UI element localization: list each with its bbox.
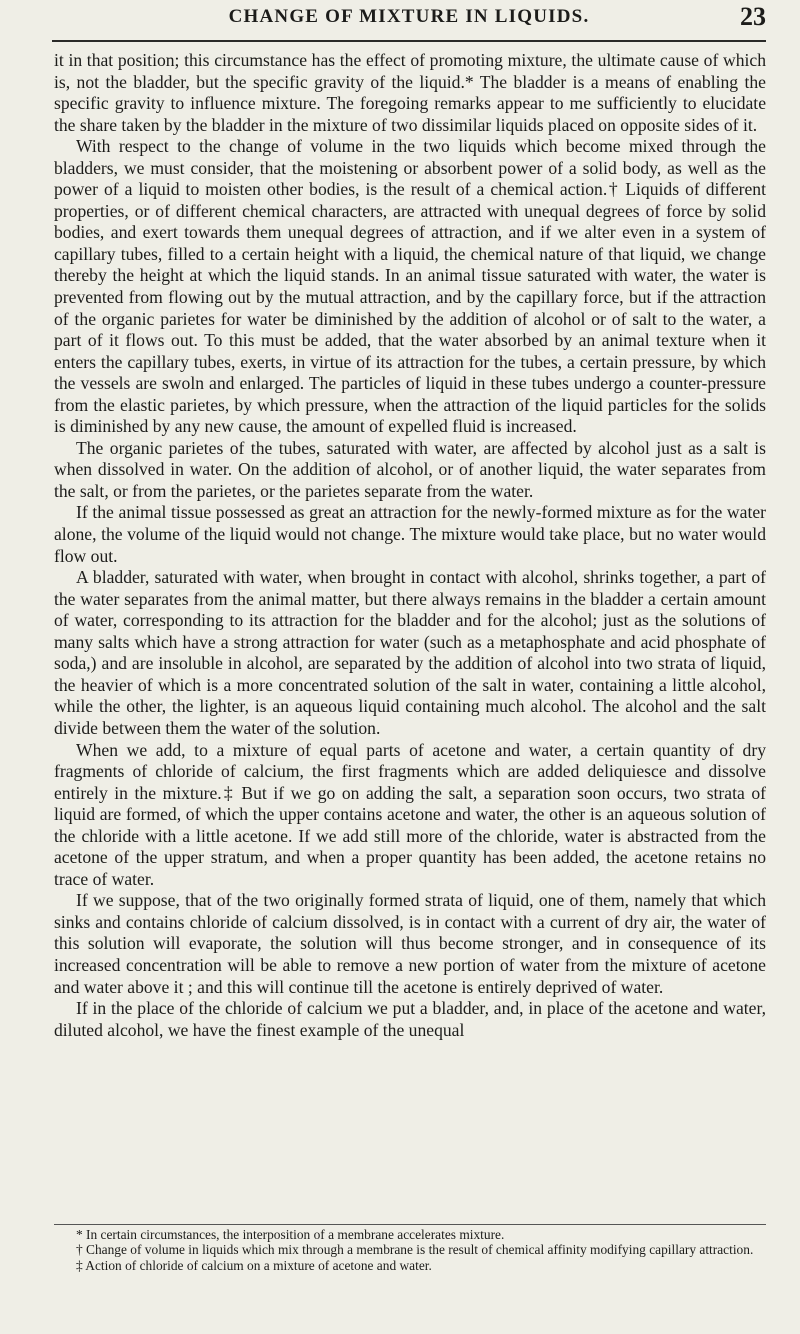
body-text [54,50,766,1041]
footnote: * In certain circumstances, the interposition of a membrane accelerates mixture. [76,1227,505,1242]
paragraph: If in the place of the chloride of calcium we put a bladder, and, in place of the acetone and water, diluted alcohol, we have the finest example of the unequal [54,998,766,1040]
paragraph: If we suppose, that of the two originally formed strata of liquid, one of them, namely that which sinks and contains chloride of calcium dissolved, is in contact with a current of dry air, the water of this solution will evaporate, the solution will thus become stronger, and in consequence of its increased concentration will be able to remove a new portion of water from the mixture of acetone and water above it ; and this will continue till the acetone is entirely deprived of water. [54,890,766,997]
paragraph: The organic parietes of the tubes, saturated with water, are affected by alcohol just as a salt is when dissolved in water. On the addition of alcohol, or of another liquid, the water separates from the salt, or from the parietes, or the parietes separate from the water. [54,437,766,501]
footnotes [54,1227,766,1273]
footnote: † Change of volume in liquids which mix through a membrane is the result of chemical affinity modifying capillary attraction. [76,1242,754,1258]
paragraph: it in that position; this circumstance has the effect of promoting mixture, the ultimate cause of which is, not the bladder, but the specific gravity of the liquid.* The bladder is a means of enabling the specific gravity to influence mixture. The foregoing remarks appear to me sufficiently to elucidate the share taken by the bladder in the mixture of two dissimilar liquids placed on opposite sides of it. [54,50,766,135]
page-header [52,2,766,30]
paragraph: When we add, to a mixture of equal parts of acetone and water, a certain quantity of dry fragments of chloride of calcium, the first fragments which are added deliquiesce and dissolve entirely in the mixture.‡ But if we go on adding the salt, a separation soon occurs, two strata of liquid are formed, of which the upper contains acetone and water, the other is an aqueous solution of the chloride with a little acetone. If we add still more of the chloride, water is abstracted from the acetone of the upper stratum, and when a proper quantity has been added, the acetone retains no trace of water. [54,739,766,889]
header-rule [52,40,766,42]
footnote: ‡ Action of chloride of calcium on a mixture of acetone and water. [76,1257,432,1273]
page-number: 23 [740,2,766,31]
footnote-rule [54,1224,766,1225]
paragraph: If the animal tissue possessed as great an attraction for the newly-formed mixture as for the water alone, the volume of the liquid would not change. The mixture would take place, but no water would flow out. [54,502,766,566]
running-head: CHANGE OF MIXTURE IN LIQUIDS. [228,6,590,27]
paragraph: With respect to the change of volume in the two liquids which become mixed through the bladders, we must consider, that the moistening or absorbent power of a solid body, as well as the power of a liquid to moisten other bodies, is the result of a chemical action.† Liquids of different properties, or of different chemical characters, are attracted with unequal degrees of force by solid bodies, and exert towards them unequal degrees of attraction, and if we alter even in a system of capillary tubes, filled to a certain height with a liquid, the chemical nature of that liquid, we change thereby the height at which the liquid stands. In an animal tissue saturated with water, the water is prevented from flowing out by the mutual attraction, and by the capillary force, but if the attraction of the organic parietes for water be diminished by the addition of alcohol or of salt to the water, a part of it flows out. To this must be added, that the water absorbed by an animal texture when it enters the capillary tubes, exerts, in virtue of its attraction for the tubes, a certain pressure, by which the vessels are swoln and enlarged. The particles of liquid in these tubes undergo a counter-pressure from the elastic parietes, by which pressure, when the attraction of the liquid particles for the solids is diminished by any new cause, the amount of expelled fluid is increased. [54,136,766,437]
paragraph: A bladder, saturated with water, when brought in contact with alcohol, shrinks together, a part of the water separates from the animal matter, but there always remains in the bladder a certain amount of water, corresponding to its attraction for the bladder and for the alcohol; just as the solutions of many salts which have a strong attraction for water (such as a metaphosphate and acid phosphate of soda,) and are insoluble in alcohol, are separated by the addition of alcohol into two strata of liquid, the heavier of which is a more concentrated solution of the salt in water, containing a little alcohol, while the other, the lighter, is an aqueous liquid containing much alcohol. The alcohol and the salt divide between them the water of the solution. [54,567,766,738]
